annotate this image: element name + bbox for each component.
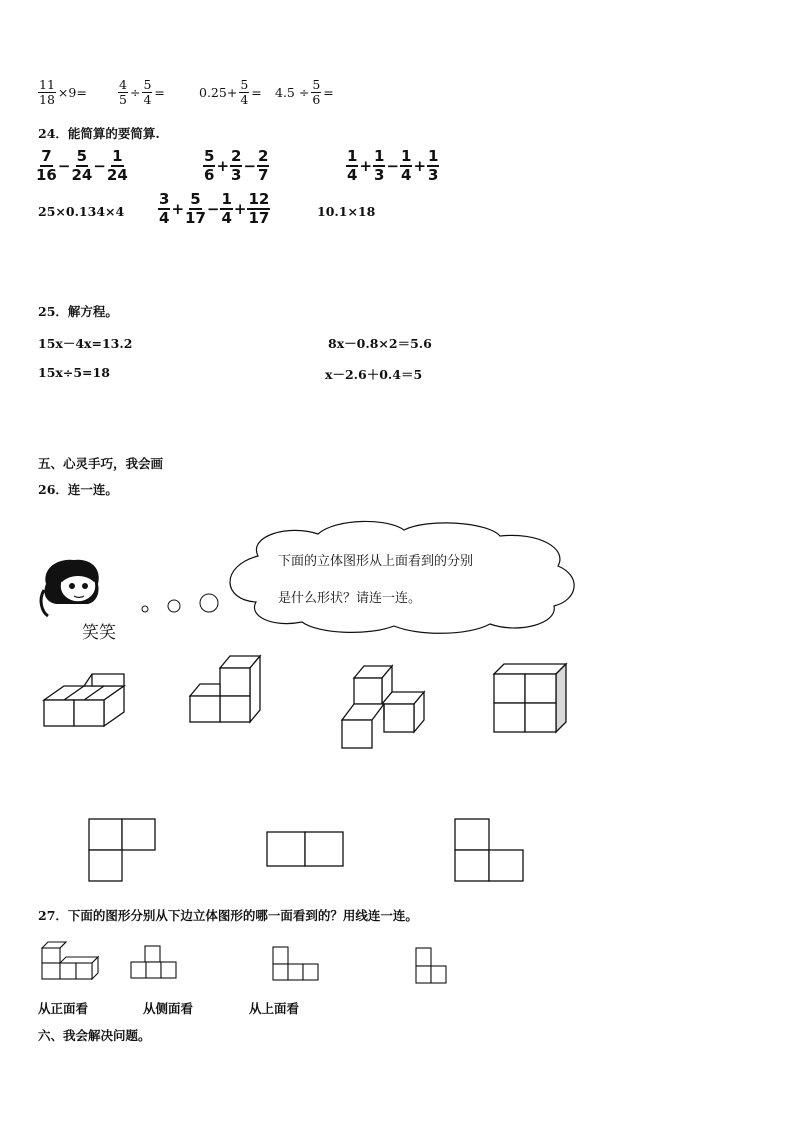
q23-expr-1: $\frac{11}{18}$ ×9= <box>39 77 87 107</box>
solid-figure-2 <box>188 654 264 726</box>
q27-label-top: 从上面看 <box>249 1001 300 1016</box>
speech-cloud <box>218 518 584 634</box>
q27-label-side: 从侧面看 <box>143 1001 194 1016</box>
fraction: $\frac{11}{18}$ <box>39 77 55 107</box>
fraction: $\frac{5}{4}$ <box>240 77 249 107</box>
q24-expr-d: 25×0.134×4 <box>38 204 125 219</box>
q24-expr-f: 10.1×18 <box>317 204 376 219</box>
bubble-text-line-2: 是什么形状？请连一连。 <box>278 591 422 606</box>
q25-eq-4: x－2.6＋0.4＝5 <box>325 367 423 382</box>
q27-view-shape-2 <box>272 946 320 982</box>
top-view-shape-1 <box>88 818 158 884</box>
girl-label: 笑笑 <box>82 623 116 643</box>
q25-eq-1: 15x－4x=13.2 <box>38 336 133 351</box>
q23-expr-3: 0.25+ $\frac{5}{4}$ = <box>199 77 262 107</box>
thought-circles <box>138 592 222 616</box>
q25-eq-3: 15x÷5=18 <box>38 365 110 380</box>
q26-title: 26．连一连。 <box>38 482 118 497</box>
solid-figure-4 <box>492 662 570 734</box>
q23-expr-4: 4.5 ÷ $\frac{5}{6}$ = <box>275 77 334 107</box>
q27-label-front: 从正面看 <box>38 1001 89 1016</box>
q24-expr-e: $\frac{3}{4}$ + $\frac{5}{17}$ − $\frac{1}{4}$ + $\frac{12}{17}$ <box>159 190 270 227</box>
q27-view-shape-1 <box>130 944 178 980</box>
q27-view-shape-3 <box>414 946 450 986</box>
top-view-shape-3 <box>454 818 526 884</box>
q24-title: 24．能简算的要简算. <box>38 126 160 141</box>
section-5-heading: 五、心灵手巧，我会画 <box>38 456 164 471</box>
solid-figure-3 <box>338 664 428 750</box>
q27-solid-figure <box>40 940 100 982</box>
solid-figure-1 <box>42 670 126 730</box>
bubble-text-line-1: 下面的立体图形从上面看到的分别 <box>278 554 474 569</box>
girl-illustration <box>38 556 108 620</box>
fraction: $\frac{4}{5}$ <box>119 77 127 107</box>
q23-expr-2: $\frac{4}{5}$ ÷ $\frac{5}{4}$ = <box>119 77 165 107</box>
q24-expr-b: $\frac{5}{6}$ + $\frac{2}{3}$ − $\frac{2}{7}$ <box>204 147 269 184</box>
q27-title: 27．下面的图形分别从下边立体图形的哪一面看到的？用线连一连。 <box>38 908 418 923</box>
q24-expr-c: $\frac{1}{4}$ + $\frac{1}{3}$ − $\frac{1}{4}$ + $\frac{1}{3}$ <box>347 147 439 184</box>
top-view-shape-2 <box>266 830 346 870</box>
q25-title: 25．解方程。 <box>38 304 118 319</box>
section-6-heading: 六、我会解决问题。 <box>38 1028 151 1043</box>
fraction: $\frac{5}{4}$ <box>143 77 152 107</box>
q24-expr-a: $\frac{7}{16}$ − $\frac{5}{24}$ − $\frac{1}{24}$ <box>36 147 128 184</box>
fraction: $\frac{5}{6}$ <box>312 77 321 107</box>
q25-eq-2: 8x－0.8×2＝5.6 <box>328 336 432 351</box>
